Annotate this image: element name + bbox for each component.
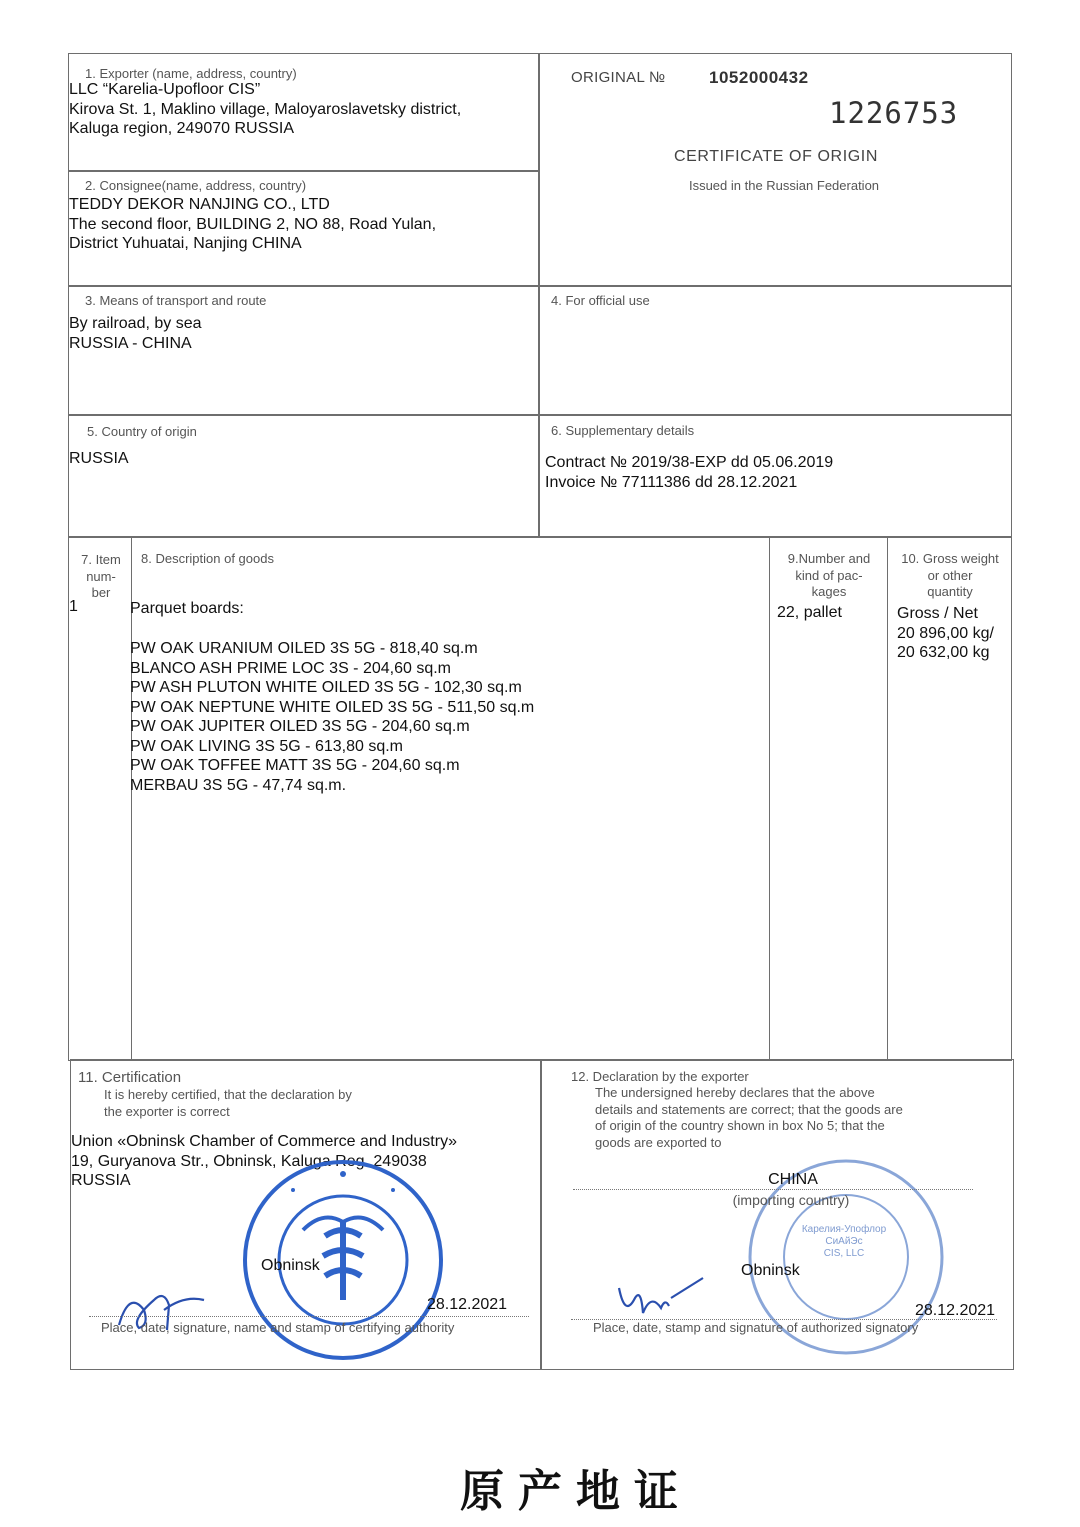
goods-item: PW OAK LIVING 3S 5G - 613,80 sq.m [130, 737, 403, 755]
importing-country-note: (importing country) [732, 1192, 850, 1208]
certification-footer: Place, date, signature, name and stamp of certifying authority [101, 1320, 455, 1335]
weight-value: Gross / Net 20 896,00 kg/ 20 632,00 kg [897, 605, 994, 661]
declaration-date: 28.12.2021 [915, 1302, 996, 1319]
box-goods [68, 536, 1012, 1061]
certification-title: 11. Certification [78, 1069, 182, 1086]
box-declaration [540, 1059, 1014, 1370]
official-use-label: 4. For official use [551, 293, 650, 308]
box-exporter [68, 53, 540, 172]
item-number-value: 1 [69, 598, 78, 615]
declaration-title: 12. Declaration by the exporter [571, 1069, 749, 1084]
consignee-value: TEDDY DEKOR NANJING CO., LTD The second floor, BUILDING 2, NO 88, Road Yulan, District Yuhuatai, Nanjing CHINA [69, 196, 437, 252]
transport-value: By railroad, by sea RUSSIA - CHINA [69, 315, 202, 352]
packages-value: 22, pallet [777, 604, 842, 621]
exporter-stamp-text: Карелия-Упофлор СиАйЭс CIS, LLC [801, 1224, 887, 1259]
box-consignee [68, 170, 540, 287]
box-transport [68, 285, 540, 416]
goods-item: PW OAK URANIUM OILED 3S 5G - 818,40 sq.m [130, 640, 478, 657]
importing-country: CHINA [768, 1171, 818, 1188]
column-divider [769, 537, 770, 1061]
declaration-footer: Place, date, stamp and signature of authorized signatory [593, 1320, 919, 1335]
goods-heading: Parquet boards: [130, 600, 244, 617]
importing-country-line [573, 1189, 973, 1190]
exporter-value: LLC “Karelia-Upofloor CIS” Kirova St. 1, Maklino village, Maloyaroslavetsky district, Kaluga region, 249070 RUSSIA [69, 81, 462, 137]
item-number-label: 7. Item num- ber [81, 552, 121, 600]
declaration-text: The undersigned hereby declares that the above details and statements are correct; that the goods are of origin of the country shown in box No 5; that the goods are exported to [595, 1085, 903, 1150]
goods-item: PW OAK TOFFEE MATT 3S 5G - 204,60 sq.m [130, 757, 460, 774]
certification-text: It is hereby certified, that the declaration by the exporter is correct [104, 1087, 352, 1119]
goods-item: BLANCO ASH PRIME LOC 3S - 204,60 sq.m [130, 659, 452, 677]
original-number: 1052000432 [709, 68, 809, 87]
description-label: 8. Description of goods [141, 551, 274, 566]
original-label: ORIGINAL № [571, 69, 666, 86]
box-supplementary [538, 414, 1012, 538]
weight-label: 10. Gross weight or other quantity [901, 551, 999, 599]
box-country-of-origin [68, 414, 540, 538]
goods-list [130, 639, 534, 795]
goods-item: PW OAK NEPTUNE WHITE OILED 3S 5G - 511,50 sq.m [130, 698, 535, 716]
consignee-label: 2. Consignee(name, address, country) [85, 178, 307, 193]
box-official-use [538, 285, 1012, 416]
supplementary-value: Contract № 2019/38-EXP dd 05.06.2019 Invoice № 77111386 dd 28.12.2021 [545, 454, 834, 491]
goods-item: PW OAK JUPITER OILED 3S 5G - 204,60 sq.m [130, 718, 470, 735]
supplementary-label: 6. Supplementary details [551, 423, 695, 438]
certification-date: 28.12.2021 [427, 1296, 508, 1313]
exporter-label: 1. Exporter (name, address, country) [85, 66, 297, 81]
transport-label: 3. Means of transport and route [85, 293, 267, 308]
serial-number: 1226753 [829, 96, 959, 130]
box-header [538, 53, 1012, 287]
caption-title: 原产地证 [460, 1466, 692, 1517]
packages-label: 9.Number and kind of pac- kages [787, 551, 871, 599]
country-of-origin-label: 5. Country of origin [87, 424, 197, 439]
certification-signature-line [89, 1316, 529, 1317]
certifying-authority: Union «Obninsk Chamber of Commerce and Industry» 19, Guryanova Str., Obninsk, Kaluga Reg. 249038 RUSSIA [71, 1133, 457, 1189]
box-certification [70, 1059, 542, 1370]
certificate-subtitle: Issued in the Russian Federation [688, 178, 880, 193]
certification-place: Obninsk [261, 1257, 320, 1274]
declaration-place: Obninsk [741, 1262, 800, 1279]
certificate-title: CERTIFICATE OF ORIGIN [673, 148, 878, 165]
goods-item: MERBAU 3S 5G - 47,74 sq.m. [130, 776, 347, 794]
country-of-origin-value: RUSSIA [69, 450, 129, 467]
column-divider [887, 537, 888, 1061]
goods-item: PW ASH PLUTON WHITE OILED 3S 5G - 102,30 sq.m [130, 679, 522, 696]
